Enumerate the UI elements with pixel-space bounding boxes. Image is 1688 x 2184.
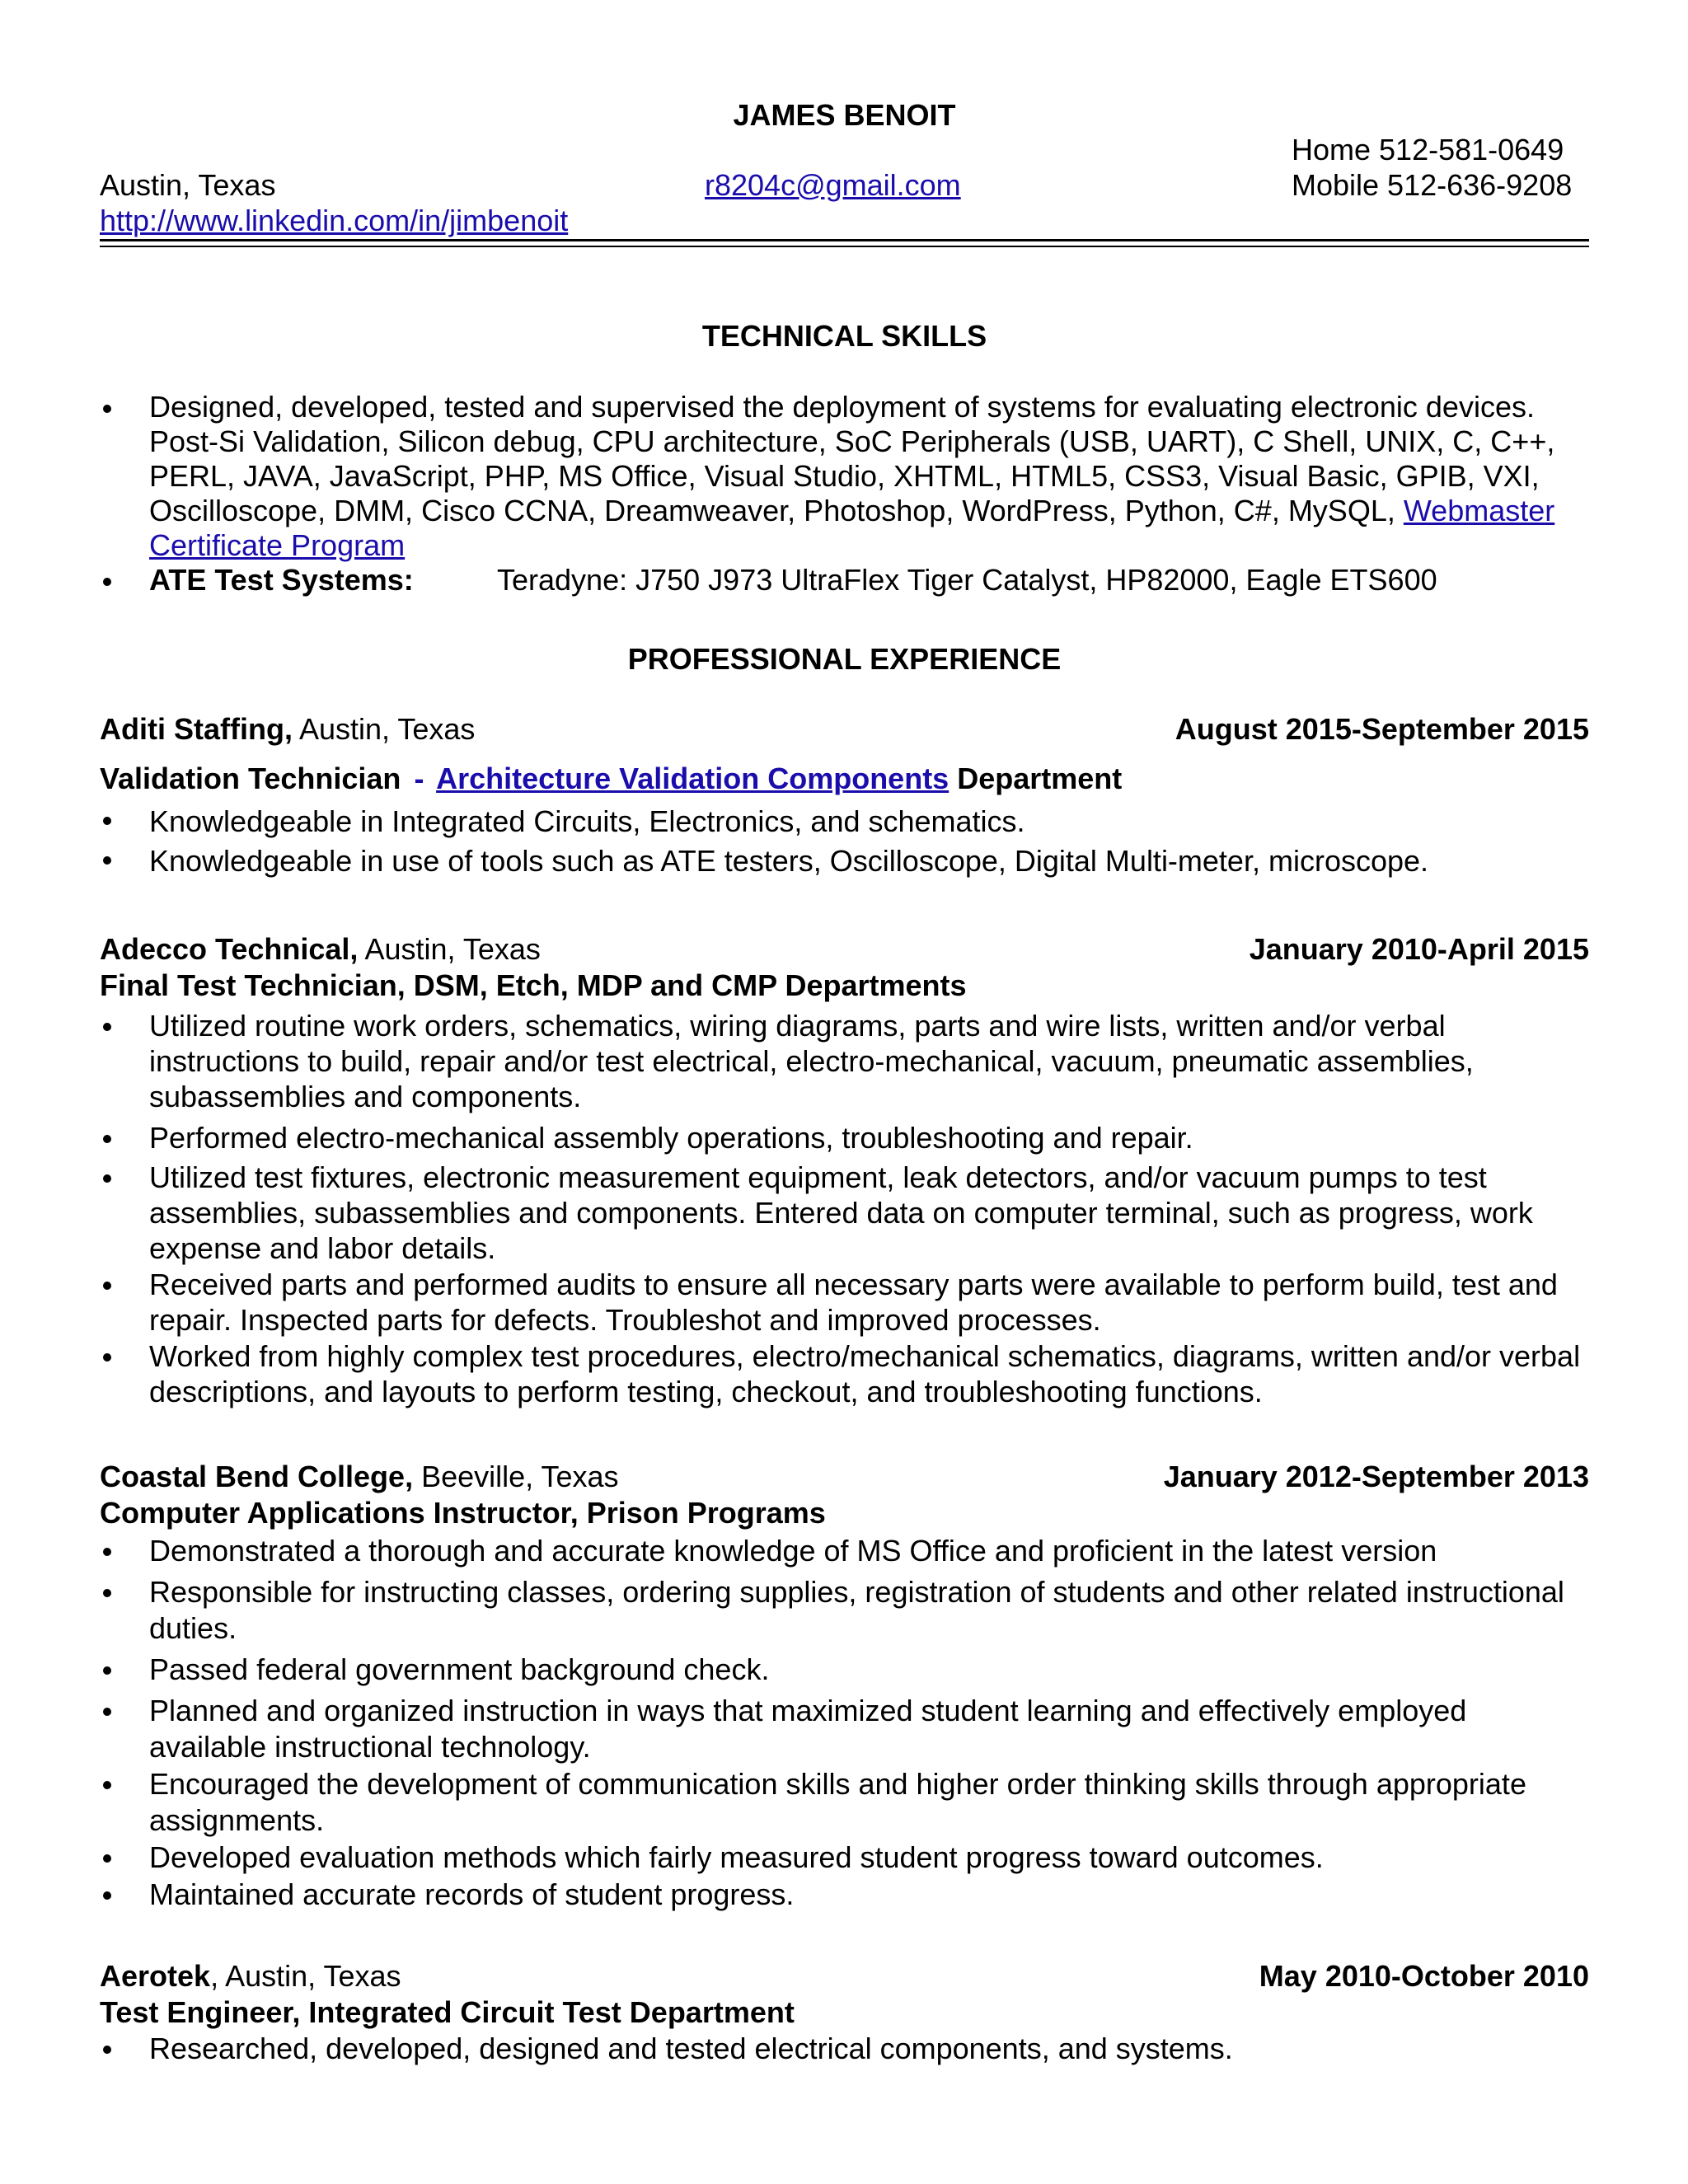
company-location: Beeville, Texas bbox=[413, 1460, 619, 1493]
experience-heading: PROFESSIONAL EXPERIENCE bbox=[627, 642, 1062, 676]
linkedin-link[interactable]: http://www.linkedin.com/in/jimbenoit bbox=[100, 204, 569, 237]
job-dates: August 2015-September 2015 bbox=[1175, 712, 1589, 746]
list-item: Utilized routine work orders, schematics, wiring diagrams, parts and wire lists, written and/or verbal instructions to build, repair and/or test electrical, electro-mechanical, vacuum, pneumatic assemblies, subassemblies and components. bbox=[100, 1008, 1589, 1114]
mobile-phone: Mobile 512-636-9208 bbox=[1292, 168, 1573, 202]
role-suffix: Department bbox=[949, 762, 1123, 795]
header-divider-top bbox=[100, 239, 1589, 241]
job-bullets bbox=[100, 802, 1589, 881]
job-bullets bbox=[100, 1533, 1589, 1913]
job-dates: January 2012-September 2013 bbox=[1163, 1460, 1589, 1493]
list-item: Responsible for instructing classes, ordering supplies, registration of students and other related instructional duties. bbox=[100, 1574, 1589, 1647]
job-header bbox=[100, 1958, 1589, 1994]
list-item: Developed evaluation methods which fairly measured student progress toward outcomes. bbox=[100, 1840, 1589, 1876]
list-item: Knowledgeable in use of tools such as ATE testers, Oscilloscope, Digital Multi-meter, microscope. bbox=[100, 841, 1589, 881]
header-divider-bottom bbox=[100, 246, 1589, 247]
list-item: Worked from highly complex test procedures, electro/mechanical schematics, diagrams, written and/or verbal descriptions, and layouts to perform testing, checkout, and troubleshooting functions. bbox=[100, 1338, 1589, 1409]
list-item: Received parts and performed audits to ensure all necessary parts were available to perform build, test and repair. Inspected parts for defects. Troubleshot and improved processes. bbox=[100, 1267, 1589, 1338]
job-bullets bbox=[100, 1008, 1589, 1409]
job-header bbox=[100, 711, 1589, 748]
skills-text: Designed, developed, tested and supervised the deployment of systems for evaluating electronic devices. Post-Si Validation, Silicon debug, CPU architecture, SoC Peripherals (USB, UART), C Shell, UNIX, C, C++, PERL, JAVA, JavaScript, PHP, MS Office, Visual Studio, XHTML, HTML5, CSS3, Visual Basic, GPIB, VXI, Oscilloscope, DMM, Cisco CCNA, Dreamweaver, Photoshop, WordPress, Python, C#, MySQL, bbox=[149, 390, 1555, 527]
company-name: Aerotek bbox=[100, 1959, 211, 1993]
list-item: Researched, developed, designed and tested electrical components, and systems. bbox=[100, 2031, 1589, 2067]
technical-skills-heading: TECHNICAL SKILLS bbox=[701, 319, 987, 353]
job-title: Computer Applications Instructor, Prison Programs bbox=[100, 1496, 826, 1530]
job-dates: May 2010-October 2010 bbox=[1259, 1959, 1589, 1993]
job-bullets bbox=[100, 2031, 1589, 2067]
job-title bbox=[100, 761, 1589, 797]
job-entry bbox=[100, 1958, 1589, 2067]
webmaster-certificate-link[interactable]: Webmaster Certificate Program bbox=[149, 494, 1555, 562]
header-linkedin-row bbox=[100, 203, 1589, 239]
job-title: Test Engineer, Integrated Circuit Test Department bbox=[100, 1995, 795, 2029]
email-link[interactable]: r8204c@gmail.com bbox=[705, 168, 961, 202]
header-phone-row bbox=[100, 132, 1589, 168]
ate-bullet bbox=[100, 563, 1589, 598]
list-item: Performed electro-mechanical assembly operations, troubleshooting and repair. bbox=[100, 1120, 1589, 1155]
job-entry bbox=[100, 931, 1589, 1409]
job-header bbox=[100, 1459, 1589, 1495]
list-item: Planned and organized instruction in ways that maximized student learning and effectively employed available instructional technology. bbox=[100, 1693, 1589, 1765]
role-dash: - bbox=[414, 762, 424, 795]
company-name: Coastal Bend College, bbox=[100, 1460, 414, 1493]
candidate-name: JAMES BENOIT bbox=[733, 98, 956, 132]
job-entry bbox=[100, 1459, 1589, 1913]
home-phone: Home 512-581-0649 bbox=[1292, 133, 1564, 166]
list-item: Encouraged the development of communication skills and higher order thinking skills through appropriate assignments. bbox=[100, 1766, 1589, 1839]
job-header bbox=[100, 931, 1589, 968]
list-item: Maintained accurate records of student progress. bbox=[100, 1877, 1589, 1913]
company-location: , Austin, Texas bbox=[210, 1959, 401, 1993]
company-location: Austin, Texas bbox=[292, 712, 476, 746]
list-item: Knowledgeable in Integrated Circuits, Electronics, and schematics. bbox=[100, 802, 1589, 841]
role-name: Validation Technician bbox=[100, 762, 401, 795]
list-item: Utilized test fixtures, electronic measurement equipment, leak detectors, and/or vacuum pumps to test assemblies, subassemblies and components. Entered data on computer terminal, such as progress, work expense and labor details. bbox=[100, 1160, 1589, 1266]
ate-label: ATE Test Systems: bbox=[149, 563, 414, 597]
job-entry bbox=[100, 711, 1589, 881]
job-dates: January 2010-April 2015 bbox=[1249, 932, 1589, 966]
company-location: Austin, Texas bbox=[358, 932, 541, 966]
technical-skills-list bbox=[100, 390, 1589, 598]
list-item: Demonstrated a thorough and accurate knowledge of MS Office and proficient in the latest version bbox=[100, 1533, 1589, 1569]
skills-bullet bbox=[100, 390, 1589, 563]
ate-value: Teradyne: J750 J973 UltraFlex Tiger Catalyst, HP82000, Eagle ETS600 bbox=[497, 563, 1437, 597]
header-contact-row bbox=[100, 167, 1589, 204]
company-name: Aditi Staffing, bbox=[100, 712, 293, 746]
company-name: Adecco Technical, bbox=[100, 932, 359, 966]
location: Austin, Texas bbox=[100, 168, 276, 202]
list-item: Passed federal government background check. bbox=[100, 1652, 1589, 1688]
architecture-validation-link[interactable]: Architecture Validation Components bbox=[436, 762, 950, 795]
job-title: Final Test Technician, DSM, Etch, MDP and CMP Departments bbox=[100, 968, 967, 1002]
